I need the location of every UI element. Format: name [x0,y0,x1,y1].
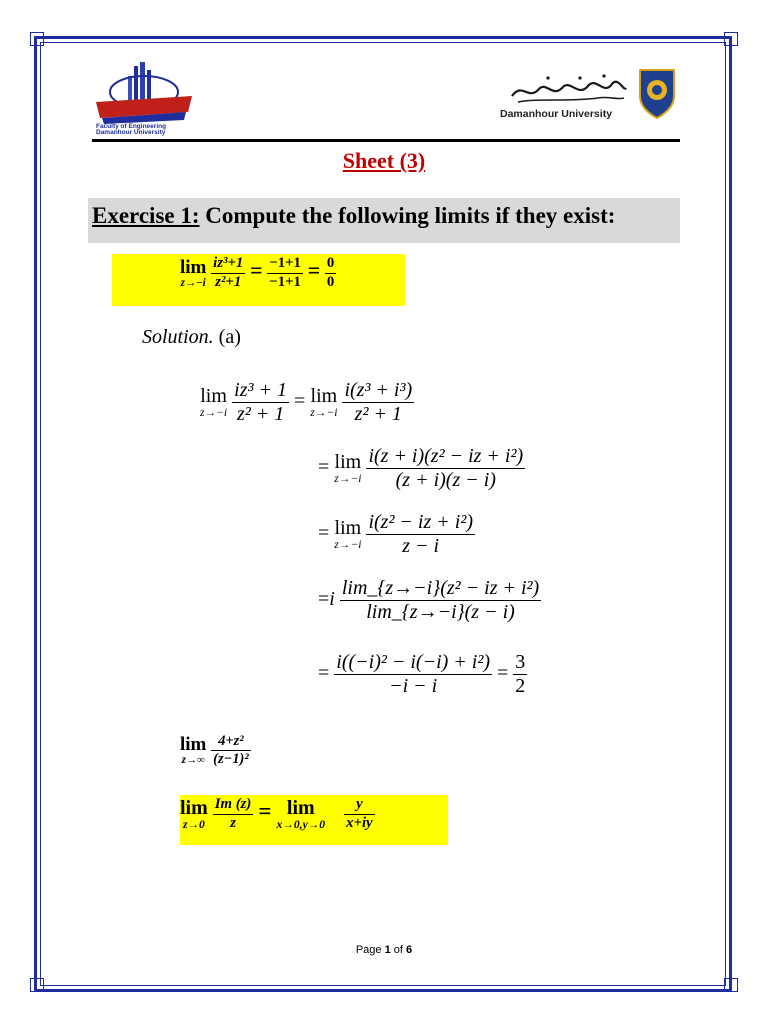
derivation-line-1: lim z→−i $\frac{\text{iz³ + 1}}{\text{z² + 1}}$ = lim z→−i $\frac{\text{i(z³ + i³)}}{\text{z² + 1}}$ [200,379,413,425]
exercise-label: Exercise 1: [92,203,200,228]
problem-1-highlight [112,254,405,306]
problem-3-highlight [180,795,448,845]
derivation-line-2: = lim z→−i $\frac{\text{i(z + i)(z² − iz + i²)}}{(z + i)(z - i)}$ [318,445,524,491]
university-arabic-logotype [508,72,628,106]
corner-ornament [724,978,738,992]
header-rule [92,139,680,142]
problem-1-equation: lim z→−i $\frac{\text{iz³+1}}{\text{z²+1}}$ = $\frac{-1+1}{-1+1}$ = $\frac{0}{0}$ [180,255,335,290]
derivation-line-3: = lim z→−i $\frac{\text{i(z² − iz + i²)}}{z - i}$ [318,511,473,557]
problem-3-equation: lim z→0 $\frac{Im (z)}{z}$ = lim x→0,y→0 $\frac{y}{x+iy}$ [180,796,373,831]
problem-2-equation: lim z→∞ $\frac{\text{4+z²}}{\text{(z−1)²}}$ [180,733,249,768]
limit-operator: lim z→−i [180,256,207,289]
sheet-title: Sheet (3) [342,148,426,173]
derivation-line-5: = $\frac{\text{i((−i)² − i(−i) + i²)}}{-i - i}$ = $\frac{3}{2}$ [318,651,526,697]
faculty-logo-caption: Faculty of Engineering Damanhour University [96,123,167,136]
corner-ornament [724,32,738,46]
university-emblem [636,66,678,122]
fraction: $\frac{-1+1}{-1+1}$ [269,255,301,290]
exercise-instruction: Compute the following limits if they exist: [199,203,616,228]
solution-label: Solution. (a) [142,326,241,348]
university-logo-caption: Damanhour University [500,108,613,120]
page-footer: Page 1 of 6 [355,944,413,956]
derivation-line-4: =i $\frac{\text{lim\_\{z→−i\}(z² − iz + i²)}}{\lim\_\{z\to-i\}(z - i)}$ [318,577,540,623]
fraction: $\frac{\text{iz³+1}}{\text{z²+1}}$ [213,255,244,290]
fraction: $\frac{0}{0}$ [326,255,335,290]
exercise-heading [92,203,615,229]
corner-ornament [30,978,44,992]
corner-ornament [30,32,44,46]
